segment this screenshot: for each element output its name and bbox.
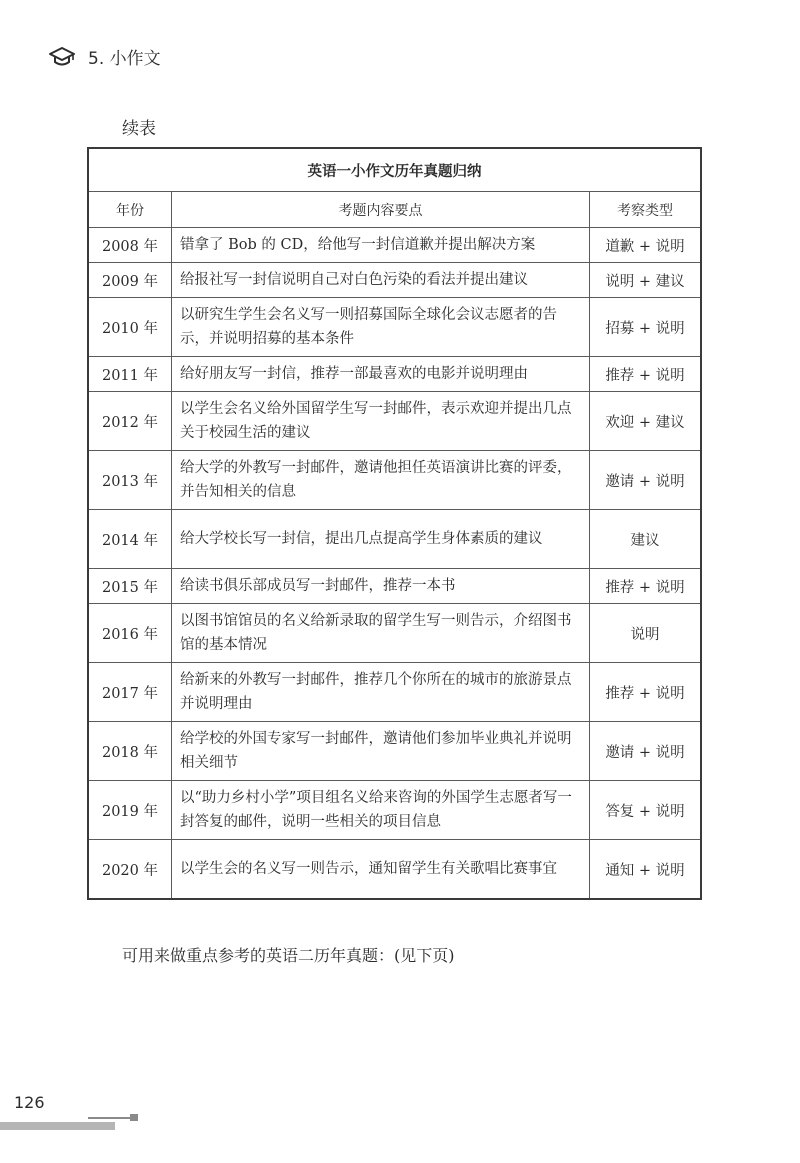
footer-dot: [130, 1114, 138, 1121]
table-row: [88, 663, 701, 722]
graduation-cap-icon: [48, 46, 76, 68]
cell-type: 答复 + 说明: [590, 781, 702, 840]
cell-type: 推荐 + 说明: [590, 663, 702, 722]
table-row: [88, 263, 701, 298]
table-caption: 续表: [122, 119, 156, 139]
cell-year: 2016 年: [88, 604, 172, 663]
cell-type: 邀请 + 说明: [590, 451, 702, 510]
cell-content: 给新来的外教写一封邮件，推荐几个你所在的城市的旅游景点并说明理由: [172, 663, 590, 722]
cell-year: 2019 年: [88, 781, 172, 840]
cell-type: 推荐 + 说明: [590, 357, 702, 392]
table-row: [88, 228, 701, 263]
exam-summary-table: [87, 147, 702, 900]
cell-year: 2018 年: [88, 722, 172, 781]
table-row: [88, 451, 701, 510]
table-row: [88, 840, 701, 900]
cell-content: 错拿了 Bob 的 CD，给他写一封信道歉并提出解决方案: [172, 228, 590, 263]
page-number: 126: [14, 1093, 45, 1112]
table-row: [88, 604, 701, 663]
cell-content: 给大学校长写一封信，提出几点提高学生身体素质的建议: [172, 510, 590, 569]
cell-type: 说明 + 建议: [590, 263, 702, 298]
cell-year: 2020 年: [88, 840, 172, 900]
table-row: [88, 357, 701, 392]
footer-bar: [0, 1122, 115, 1130]
cell-year: 2008 年: [88, 228, 172, 263]
column-header-content: 考题内容要点: [172, 192, 590, 228]
cell-type: 邀请 + 说明: [590, 722, 702, 781]
cell-content: 以“助力乡村小学”项目组名义给来咨询的外国学生志愿者写一封答复的邮件，说明一些相关的项目信息: [172, 781, 590, 840]
column-header-type: 考察类型: [590, 192, 702, 228]
cell-year: 2012 年: [88, 392, 172, 451]
table-row: [88, 298, 701, 357]
cell-year: 2009 年: [88, 263, 172, 298]
cell-content: 给大学的外教写一封邮件，邀请他担任英语演讲比赛的评委，并告知相关的信息: [172, 451, 590, 510]
table-row: [88, 392, 701, 451]
cell-type: 推荐 + 说明: [590, 569, 702, 604]
cell-type: 建议: [590, 510, 702, 569]
cell-type: 通知 + 说明: [590, 840, 702, 900]
cell-content: 以研究生学生会名义写一则招募国际全球化会议志愿者的告示，并说明招募的基本条件: [172, 298, 590, 357]
cell-type: 道歉 + 说明: [590, 228, 702, 263]
cell-content: 给好朋友写一封信，推荐一部最喜欢的电影并说明理由: [172, 357, 590, 392]
column-header-year: 年份: [88, 192, 172, 228]
cell-type: 欢迎 + 建议: [590, 392, 702, 451]
cell-year: 2010 年: [88, 298, 172, 357]
cell-year: 2013 年: [88, 451, 172, 510]
cell-content: 以学生会的名义写一则告示，通知留学生有关歌唱比赛事宜: [172, 840, 590, 900]
cell-year: 2017 年: [88, 663, 172, 722]
cell-content: 给读书俱乐部成员写一封邮件，推荐一本书: [172, 569, 590, 604]
cell-type: 说明: [590, 604, 702, 663]
footer-line: [88, 1117, 134, 1119]
cell-type: 招募 + 说明: [590, 298, 702, 357]
table-row: [88, 510, 701, 569]
table-title: 英语一小作文历年真题归纳: [88, 148, 701, 192]
table-row: [88, 722, 701, 781]
table-row: [88, 569, 701, 604]
cell-year: 2014 年: [88, 510, 172, 569]
table-row: [88, 781, 701, 840]
reference-note: 可用来做重点参考的英语二历年真题：(见下页): [122, 946, 455, 965]
cell-year: 2011 年: [88, 357, 172, 392]
chapter-title: 5. 小作文: [88, 49, 161, 69]
cell-content: 以图书馆馆员的名义给新录取的留学生写一则告示，介绍图书馆的基本情况: [172, 604, 590, 663]
cell-content: 以学生会名义给外国留学生写一封邮件，表示欢迎并提出几点关于校园生活的建议: [172, 392, 590, 451]
cell-content: 给学校的外国专家写一封邮件，邀请他们参加毕业典礼并说明相关细节: [172, 722, 590, 781]
table-header-row: [88, 192, 701, 228]
cell-content: 给报社写一封信说明自己对白色污染的看法并提出建议: [172, 263, 590, 298]
page-header: [48, 44, 161, 69]
cell-year: 2015 年: [88, 569, 172, 604]
